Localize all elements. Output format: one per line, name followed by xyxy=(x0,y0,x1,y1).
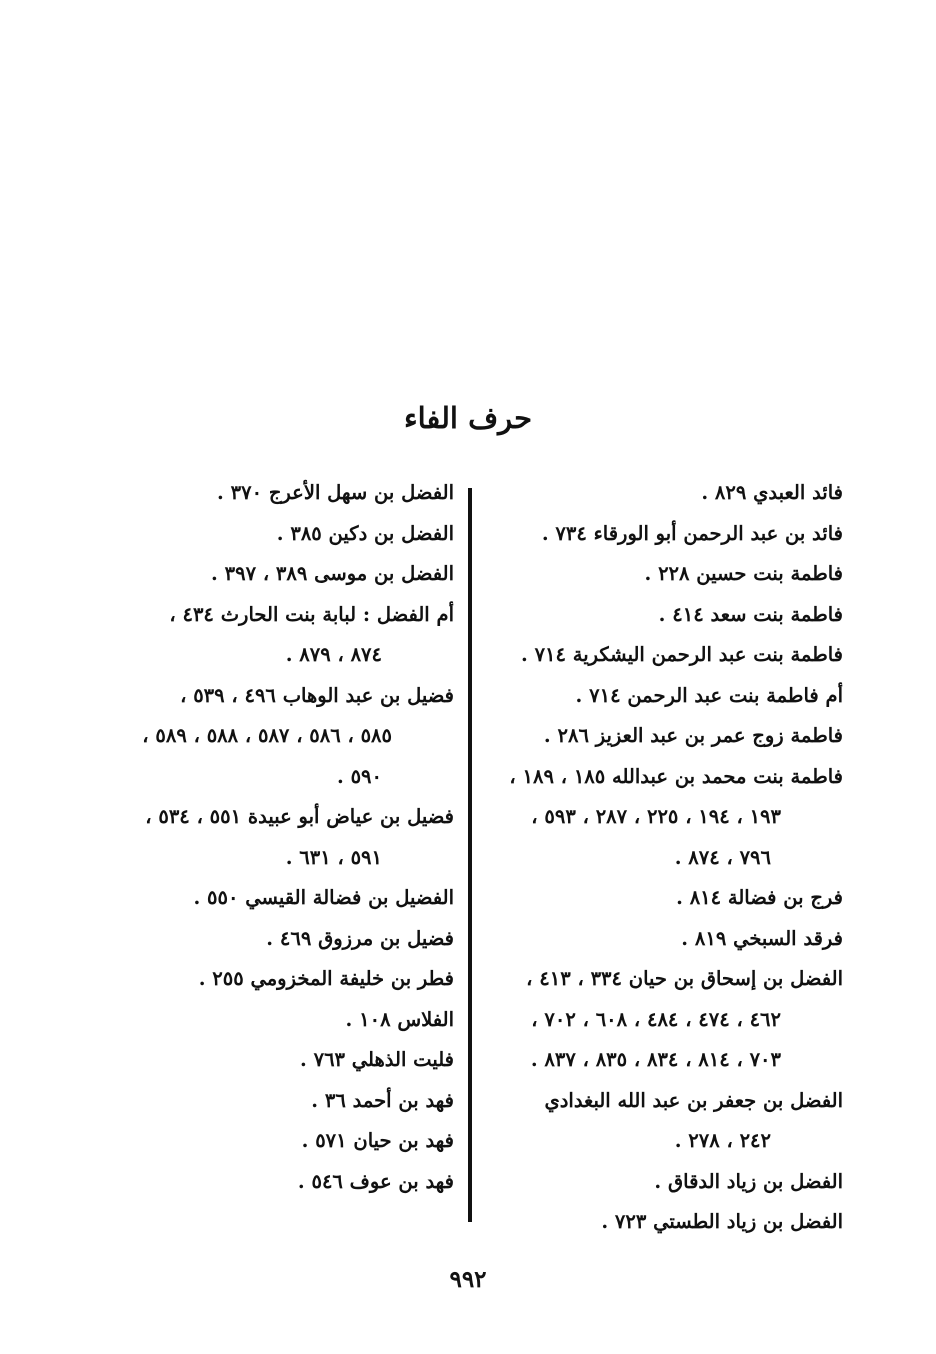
index-entry: فهد بن أحمد ٣٦ . xyxy=(311,1088,454,1112)
index-entry: الفضل بن دكين ٣٨٥ . xyxy=(276,521,454,545)
index-entry: فرج بن فضالة ٨١٤ . xyxy=(676,886,843,909)
index-entry: فاطمة بنت سعد ٤١٤ . xyxy=(658,602,843,626)
index-entry-continuation: ٤٦٢ ، ٤٧٤ ، ٤٨٤ ، ٦٠٨ ، ٧٠٢ ، xyxy=(531,1007,781,1031)
index-entry: فاطمة بنت محمد بن عبدالله ١٨٥ ، ١٨٩ ، xyxy=(509,764,843,788)
index-entry: فرقد السبخي ٨١٩ . xyxy=(681,926,843,950)
index-entry: الفضيل بن فضالة القيسي ٥٥٠ . xyxy=(193,886,454,909)
column-divider xyxy=(468,488,472,1222)
index-entry: فطر بن خليفة المخزومي ٢٥٥ . xyxy=(198,967,454,990)
index-entry: أم الفضل : لبابة بنت الحارث ٤٣٤ ، xyxy=(169,602,454,626)
index-entry: الفضل بن زياد الدقاق . xyxy=(654,1169,843,1193)
left-index-column xyxy=(94,473,454,1202)
index-entry: الفضل بن سهل الأعرج ٣٧٠ . xyxy=(217,481,454,504)
index-entry: الفلاس ١٠٨ . xyxy=(345,1007,454,1031)
index-entry: فهد بن حيان ٥٧١ . xyxy=(301,1129,454,1152)
index-entry: أم فاطمة بنت عبد الرحمن ٧١٤ . xyxy=(575,683,843,707)
page-number: ٩٩٢ xyxy=(449,1266,487,1293)
index-entry: فاطمة بنت عبد الرحمن اليشكرية ٧١٤ . xyxy=(520,643,843,666)
index-entry: الفضل بن جعفر بن عبد الله البغدادي xyxy=(544,1088,843,1112)
index-entry: فائد بن عبد الرحمن أبو الورقاء ٧٣٤ . xyxy=(541,521,843,545)
index-entry: فاطمة زوج عمر بن عبد العزيز ٢٨٦ . xyxy=(543,724,843,747)
index-entry-continuation: ٥٩١ ، ٦٣١ . xyxy=(285,845,382,869)
index-entry-continuation: ١٩٣ ، ١٩٤ ، ٢٢٥ ، ٢٨٧ ، ٥٩٣ ، xyxy=(531,805,781,828)
right-index-column xyxy=(488,473,843,1243)
index-entry: فهد بن عوف ٥٤٦ . xyxy=(297,1169,454,1193)
index-entry: فضيل بن عياض أبو عبيدة ٥٥١ ، ٥٣٤ ، xyxy=(145,805,454,828)
index-entry-continuation: ٢٤٢ ، ٢٧٨ . xyxy=(674,1129,771,1152)
section-heading: حرف الفاء xyxy=(403,401,533,435)
index-entry: فضيل بن عبد الوهاب ٤٩٦ ، ٥٣٩ ، xyxy=(180,683,454,707)
index-entry-continuation: ٥٩٠ . xyxy=(337,764,382,788)
index-entry-continuation: ٥٨٥ ، ٥٨٦ ، ٥٨٧ ، ٥٨٨ ، ٥٨٩ ، xyxy=(142,724,392,747)
index-entry-continuation: ٨٧٤ ، ٨٧٩ . xyxy=(285,643,382,666)
index-entry: فليت الذهلي ٧٦٣ . xyxy=(300,1048,454,1071)
index-entry: الفضل بن زياد الطستي ٧٢٣ . xyxy=(601,1210,843,1233)
index-entry: الفضل بن موسى ٣٨٩ ، ٣٩٧ . xyxy=(211,562,454,585)
index-entry: فائد العبدي ٨٢٩ . xyxy=(701,481,843,504)
index-entry: الفضل بن إسحاق بن حيان ٣٣٤ ، ٤١٣ ، xyxy=(526,967,843,990)
index-entry: فضيل بن مرزوق ٤٦٩ . xyxy=(266,926,454,950)
index-entry: فاطمة بنت حسين ٢٢٨ . xyxy=(644,562,843,585)
index-entry-continuation: ٧٩٦ ، ٨٧٤ . xyxy=(674,845,771,869)
index-entry-continuation: ٧٠٣ ، ٨١٤ ، ٨٣٤ ، ٨٣٥ ، ٨٣٧ . xyxy=(530,1048,781,1071)
